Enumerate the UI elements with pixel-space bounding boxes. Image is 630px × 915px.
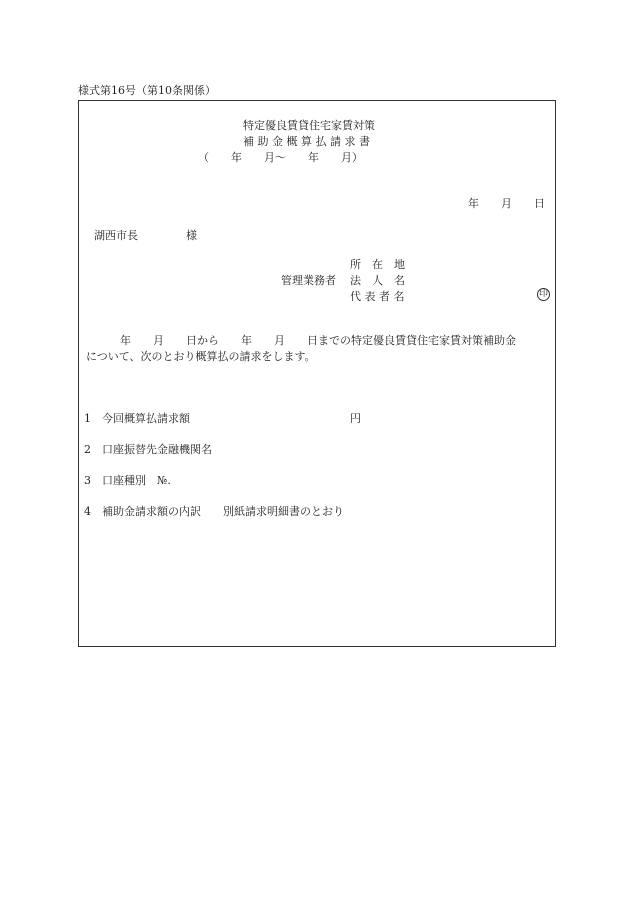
form-title-period: （ 年 月～ 年 月） — [198, 151, 363, 164]
item-4-number: 4 — [84, 505, 91, 518]
item-2-label: 口座振替先金融機関名 — [102, 443, 212, 456]
item-4-label: 補助金請求額の内訳 別紙請求明細書のとおり — [102, 505, 344, 518]
item-1-label: 今回概算払請求額 — [102, 412, 190, 425]
form-number: 様式第16号（第10条関係） — [78, 84, 216, 97]
addressee-honorific: 様 — [186, 229, 197, 242]
item-1-unit: 円 — [350, 412, 361, 425]
addressee-name: 湖西市長 — [94, 229, 138, 242]
item-3-label: 口座種別 №. — [102, 474, 171, 487]
address-label: 所 在 地 — [350, 258, 405, 271]
body-text-line1: 年 月 日から 年 月 日までの特定優良賃貸住宅家賃対策補助金 — [120, 334, 516, 347]
applicant-role: 管理業務者 — [281, 274, 336, 287]
item-2-number: 2 — [84, 443, 91, 456]
body-text-line2: について、次のとおり概算払の請求をします。 — [86, 350, 316, 363]
corporation-name-label: 法 人 名 — [350, 274, 405, 287]
form-title-line1: 特定優良賃貸住宅家賃対策 — [243, 119, 375, 132]
item-3-number: 3 — [84, 474, 91, 487]
item-1-number: 1 — [84, 412, 91, 425]
date-line: 年 月 日 — [468, 197, 545, 210]
seal-mark: 印 — [538, 289, 548, 299]
representative-name-label: 代 表 者 名 — [350, 290, 405, 303]
form-title-line2: 補 助 金 概 算 払 請 求 書 — [243, 135, 370, 148]
form-frame — [78, 100, 556, 647]
